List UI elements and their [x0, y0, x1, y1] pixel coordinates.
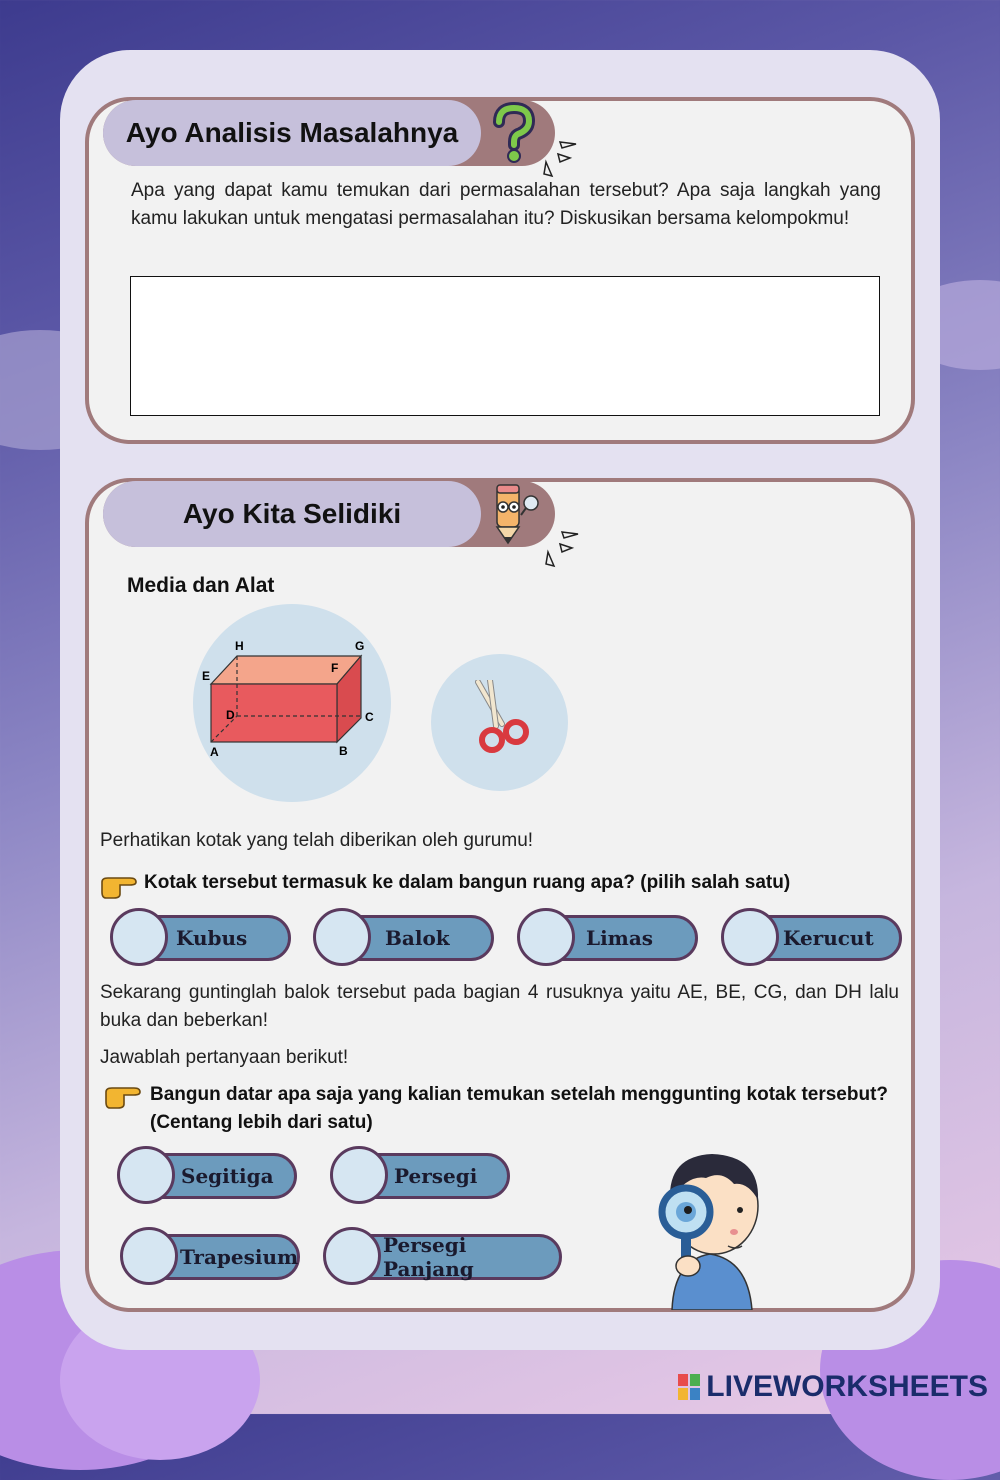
- liveworksheets-brand-text: LIVEWORKSHEETS: [706, 1370, 988, 1403]
- scissors-icon: [468, 680, 534, 760]
- sparkle-marks-icon: [540, 138, 580, 182]
- investigate-title: Ayo Kita Selidiki: [103, 481, 481, 547]
- pointing-hand-icon: [100, 872, 140, 900]
- option-trapesium-checkbox[interactable]: [120, 1227, 178, 1285]
- option-kerucut-label: Kerucut: [783, 926, 874, 950]
- option-balok-radio[interactable]: [313, 908, 371, 966]
- option-persegi-panjang-label: Persegi Panjang: [383, 1233, 474, 1281]
- cuboid-label-a: A: [210, 745, 219, 759]
- pencil-mascot-icon: [485, 481, 541, 547]
- option-balok[interactable]: [316, 915, 494, 961]
- option-kerucut[interactable]: [724, 915, 902, 961]
- option-limas[interactable]: [520, 915, 698, 961]
- question-flat-shapes: Bangun datar apa saja yang kalian temukan setelah menggunting kotak tersebut? (Centang lebih dari satu): [150, 1084, 889, 1133]
- cuboid-label-b: B: [339, 744, 348, 758]
- cuboid-label-d: D: [226, 708, 235, 722]
- instruction-cut: Sekarang guntinglah balok tersebut pada bagian 4 rusuknya yaitu AE, BE, CG, dan DH lalu buka dan beberkan!: [100, 982, 899, 1031]
- option-persegi-panjang-checkbox[interactable]: [323, 1227, 381, 1285]
- option-segitiga-checkbox[interactable]: [117, 1146, 175, 1204]
- instruction-answer: Jawablah pertanyaan berikut!: [100, 1047, 349, 1068]
- cuboid-label-e: E: [202, 669, 211, 683]
- cuboid-label-f: F: [331, 661, 339, 675]
- cuboid-diagram: [193, 604, 391, 802]
- option-segitiga[interactable]: [120, 1153, 297, 1199]
- option-kerucut-radio[interactable]: [721, 908, 779, 966]
- option-persegi[interactable]: [333, 1153, 510, 1199]
- option-trapesium[interactable]: [123, 1234, 300, 1280]
- option-kubus-radio[interactable]: [110, 908, 168, 966]
- investigate-title-pill: [103, 481, 555, 547]
- cuboid-label-c: C: [365, 710, 374, 724]
- cuboid-label-h: H: [235, 639, 244, 653]
- analysis-instruction: Apa yang dapat kamu temukan dari permasalahan tersebut? Apa saja langkah yang kamu lakukan untuk mengatasi permasalahan itu? Diskusikan bersama kelompokmu!: [131, 180, 881, 229]
- question-shape-type: Kotak tersebut termasuk ke dalam bangun ruang apa? (pilih salah satu): [144, 872, 791, 893]
- cuboid-label-g: G: [355, 639, 365, 653]
- option-balok-label: Balok: [385, 926, 450, 950]
- option-limas-radio[interactable]: [517, 908, 575, 966]
- question-mark-icon: [483, 102, 545, 164]
- option-segitiga-label: Segitiga: [181, 1164, 274, 1188]
- detective-boy-illustration: [652, 1148, 772, 1310]
- option-kubus-label: Kubus: [176, 926, 248, 950]
- media-heading: Media dan Alat: [127, 574, 275, 597]
- option-trapesium-label: Trapesium: [180, 1245, 299, 1269]
- sparkle-marks-icon-2: [542, 528, 582, 572]
- liveworksheets-logo[interactable]: [678, 1370, 988, 1404]
- option-kubus[interactable]: [113, 915, 291, 961]
- pointing-hand-icon-2: [104, 1082, 144, 1110]
- analysis-answer-field[interactable]: [130, 276, 880, 416]
- option-persegi-label: Persegi: [394, 1164, 478, 1188]
- option-persegi-checkbox[interactable]: [330, 1146, 388, 1204]
- liveworksheets-logo-icon: [678, 1374, 700, 1400]
- instruction-observe: Perhatikan kotak yang telah diberikan oleh gurumu!: [100, 830, 534, 851]
- analysis-title-pill: [103, 100, 555, 166]
- option-persegi-panjang[interactable]: [326, 1234, 562, 1280]
- analysis-title: Ayo Analisis Masalahnya: [103, 100, 481, 166]
- option-limas-label: Limas: [586, 926, 654, 950]
